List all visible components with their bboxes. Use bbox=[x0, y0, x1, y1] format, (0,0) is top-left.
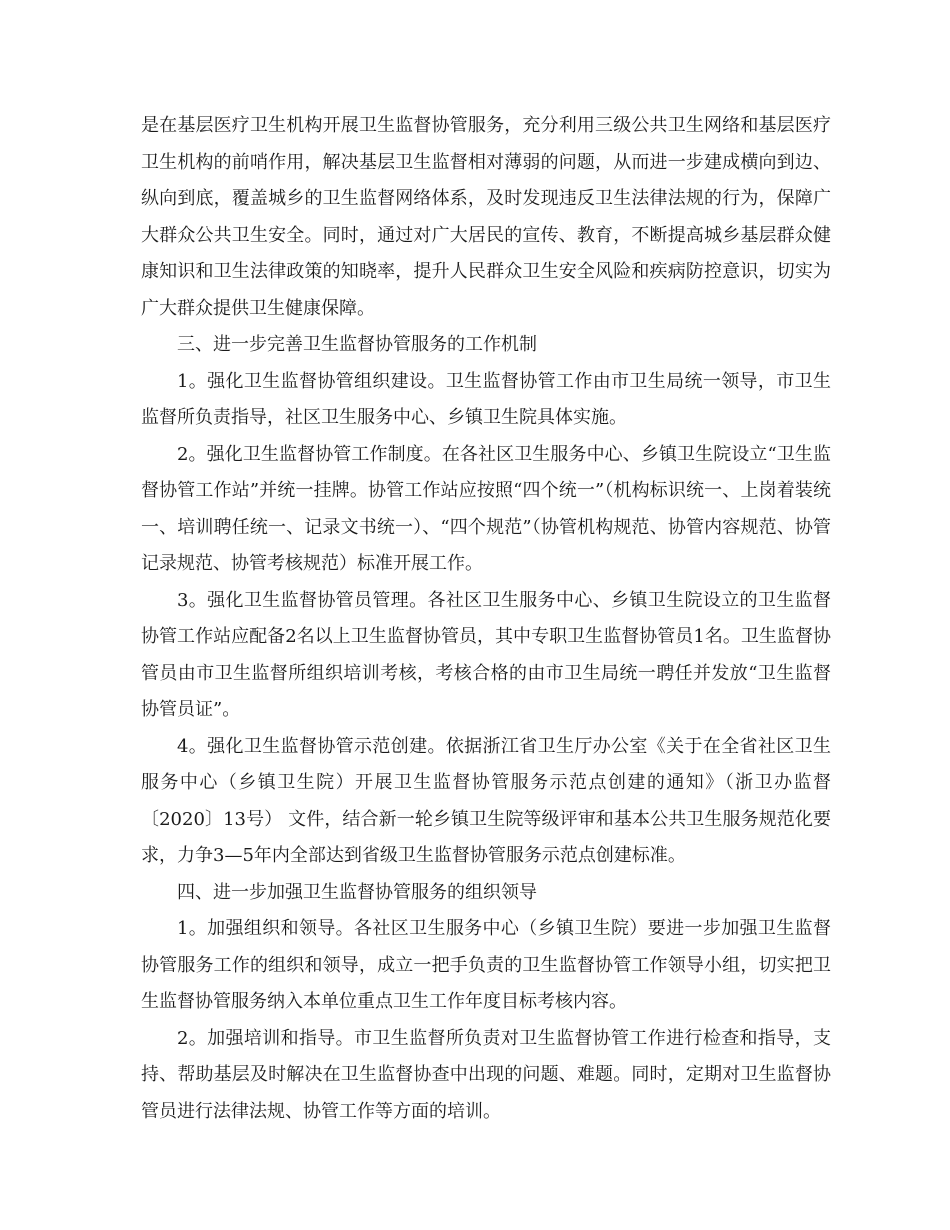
paragraph-4-1: 1。加强组织和领导。各社区卫生服务中心（乡镇卫生院）要进一步加强卫生监督协管服务工作的组织和领导，成立一把手负责的卫生监督协管工作领导小组，切实把卫生监督协管服务纳入本单位重点卫生工作年度目标考核内容。 bbox=[141, 918, 831, 1012]
paragraph-4-2: 2。加强培训和指导。市卫生监督所负责对卫生监督协管工作进行检查和指导，支持、帮助基层及时解决在卫生监督协查中出现的问题、难题。同时，定期对卫生监督协管员进行法律法规、协管工作等方面的培训。 bbox=[141, 1027, 831, 1122]
document-body bbox=[141, 108, 831, 1130]
paragraph-3-2: 2。强化卫生监督协管工作制度。在各社区卫生服务中心、乡镇卫生院设立“卫生监督协管工作站”并统一挂牌。协管工作站应按照“四个统一”（机构标识统一、上岗着装统一、培训聘任统一、记录文书统一）、“四个规范”（协管机构规范、协管内容规范、协管记录规范、协管考核规范）标准开展工作。 bbox=[141, 443, 831, 574]
paragraph-3-4: 4。强化卫生监督协管示范创建。依据浙江省卫生厅办公室《关于在全省社区卫生服务中心（乡镇卫生院）开展卫生监督协管服务示范点创建的通知》（浙卫办监督〔2020〕13号） 文件，结合新一轮乡镇卫生院等级评审和基本公共卫生服务规范化要求，力争3—5年内全部达到省级卫生监督协管服务示范点创建标准。 bbox=[141, 735, 831, 866]
paragraph-3-3: 3。强化卫生监督协管员管理。各社区卫生服务中心、乡镇卫生院设立的卫生监督协管工作站应配备2名以上卫生监督协管员，其中专职卫生监督协管员1名。卫生监督协管员由市卫生监督所组织培训考核，考核合格的由市卫生局统一聘任并发放“卫生监督协管员证”。 bbox=[141, 589, 831, 720]
section-heading-3: 三、进一步完善卫生监督协管服务的工作机制 bbox=[177, 334, 537, 355]
paragraph-3-1: 1。强化卫生监督协管组织建设。卫生监督协管工作由市卫生局统一领导，市卫生监督所负责指导，社区卫生服务中心、乡镇卫生院具体实施。 bbox=[141, 370, 831, 428]
section-heading-4: 四、进一步加强卫生监督协管服务的组织领导 bbox=[177, 881, 537, 903]
paragraph-continuation: 是在基层医疗卫生机构开展卫生监督协管服务，充分利用三级公共卫生网络和基层医疗卫生机构的前哨作用，解决基层卫生监督相对薄弱的问题，从而进一步建成横向到边、纵向到底，覆盖城乡的卫生监督网络体系，及时发现违反卫生法律法规的行为，保障广大群众公共卫生安全。同时，通过对广大居民的宣传、教育，不断提高城乡基层群众健康知识和卫生法律政策的知晓率，提升人民群众卫生安全风险和疾病防控意识，切实为广大群众提供卫生健康保障。 bbox=[141, 115, 831, 319]
